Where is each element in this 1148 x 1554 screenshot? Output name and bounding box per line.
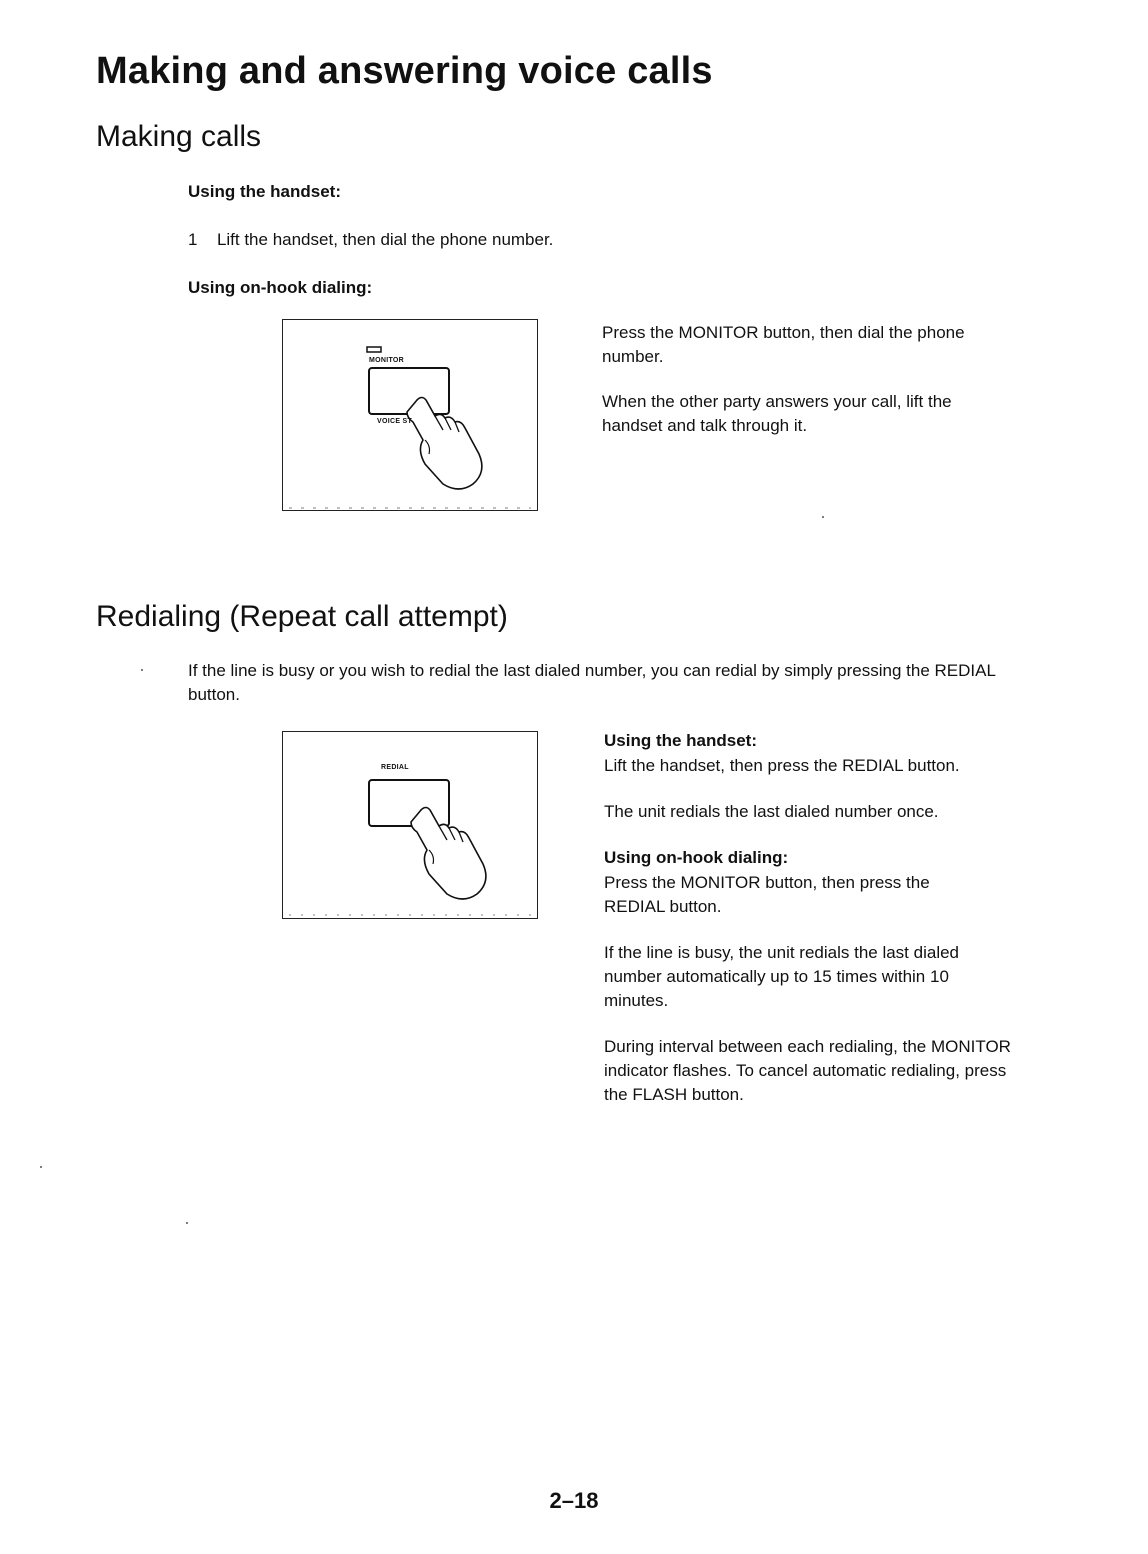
- button-outline-icon: [369, 780, 449, 826]
- redial-handset-text: Lift the handset, then press the REDIAL button.: [604, 756, 960, 775]
- onhook-para-2: When the other party answers your call, lift the handset and talk through it.: [602, 392, 952, 435]
- redial-busy-text: If the line is busy, the unit redials the last dialed number automatically up to 15 times within 10 minutes.: [604, 943, 959, 1010]
- page-number: 2–18: [549, 1488, 599, 1513]
- scan-speck: [822, 516, 824, 518]
- redial-illustration: [283, 732, 537, 918]
- handset-subheading: Using the handset:: [188, 182, 342, 201]
- indicator-lamp-icon: [367, 347, 381, 352]
- onhook-subheading: Using on-hook dialing:: [188, 278, 373, 297]
- redial-interval-text: During interval between each redialing, the MONITOR indicator flashes. To cancel automatic redialing, press the FLASH button.: [604, 1037, 1011, 1104]
- scan-speck: [40, 1166, 42, 1168]
- monitor-button-figure: [282, 319, 538, 511]
- redial-label: REDIAL: [381, 764, 409, 771]
- voice-st-label: VOICE ST: [377, 418, 413, 425]
- button-outline-icon: [369, 368, 449, 414]
- page-title: Making and answering voice calls: [96, 50, 713, 92]
- redial-onhook-text: Press the MONITOR button, then press the REDIAL button.: [604, 873, 930, 916]
- redial-handset-subheading: Using the handset:: [604, 731, 758, 750]
- redial-intro: If the line is busy or you wish to redial the last dialed number, you can redial by simply pressing the REDIAL button.: [188, 661, 996, 704]
- onhook-para-1: Press the MONITOR button, then dial the phone number.: [602, 323, 965, 366]
- redial-onhook-subheading: Using on-hook dialing:: [604, 848, 789, 867]
- making-calls-heading: Making calls: [96, 120, 262, 153]
- redialing-heading: Redialing (Repeat call attempt): [96, 600, 508, 633]
- bullet-icon: [141, 669, 143, 671]
- redial-button-figure: [282, 731, 538, 919]
- monitor-illustration: [283, 320, 537, 510]
- scan-speck: [186, 1222, 188, 1224]
- handset-step: [188, 228, 553, 252]
- step-text: Lift the handset, then dial the phone number.: [216, 230, 554, 249]
- monitor-label: MONITOR: [369, 357, 405, 364]
- redial-once-text: The unit redials the last dialed number once.: [604, 802, 939, 821]
- step-number: 1: [188, 230, 198, 249]
